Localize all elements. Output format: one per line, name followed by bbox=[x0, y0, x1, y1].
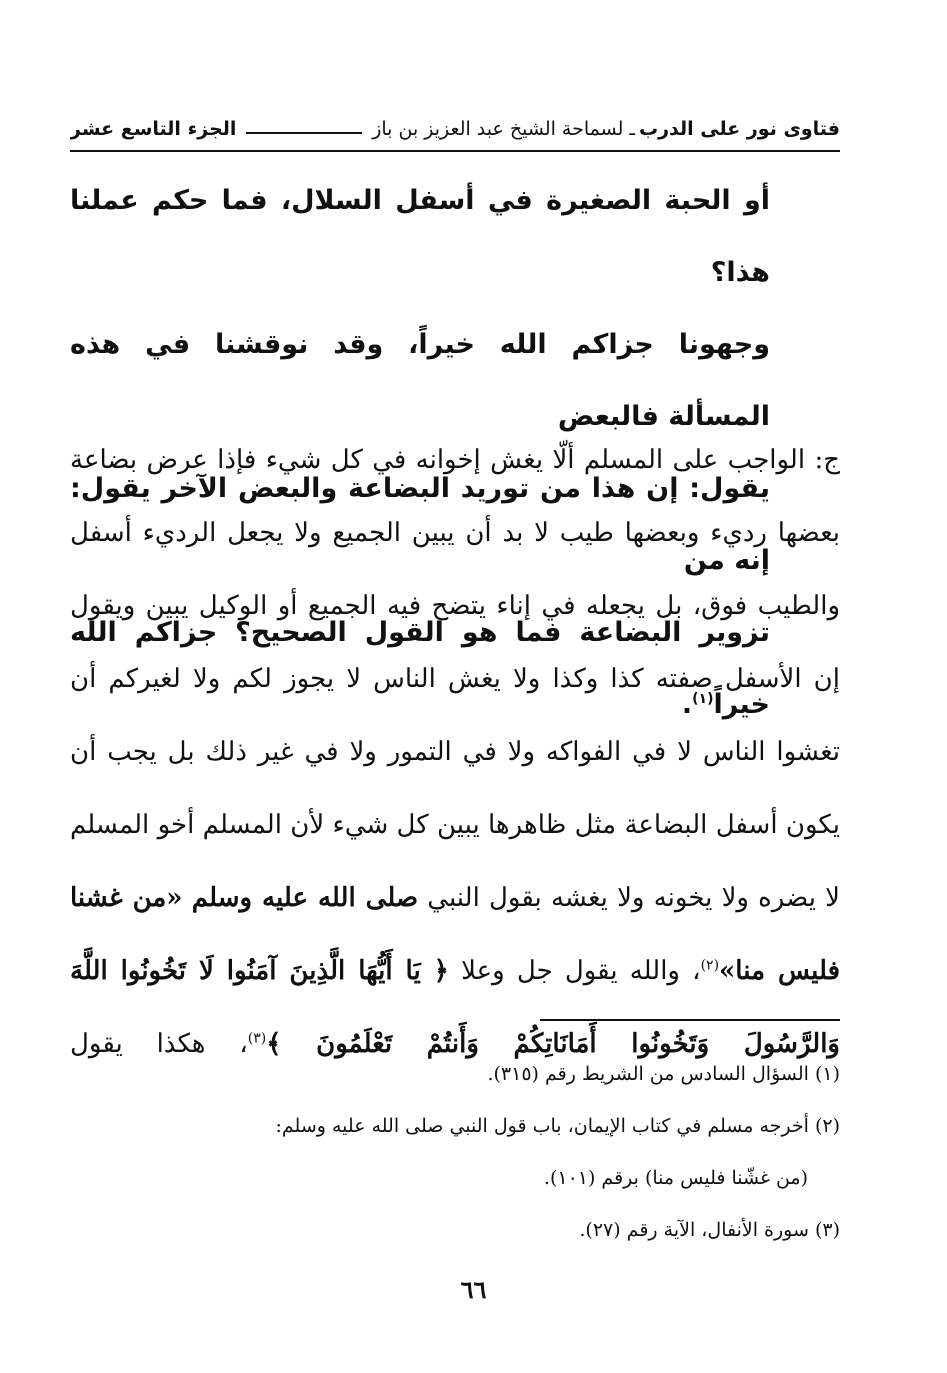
salutation: صلى الله عليه وسلم bbox=[191, 883, 419, 913]
question-line-2: وجهونا جزاكم الله خيراً، وقد نوقشنا في هذه المسألة فالبعض bbox=[70, 329, 770, 432]
footnote-2: (٢) أخرجه مسلم في كتاب الإيمان، باب قول النبي صلى الله عليه وسلم: bbox=[275, 1115, 840, 1137]
header-dash-rule bbox=[246, 132, 362, 134]
quran-verse: ﴿ يَا أَيُّهَا الَّذِينَ آمَنُوا لَا تَخُونُوا اللَّهَ وَالرَّسُولَ وَتَخُونُوا أَمَانَاتِكُمْ وَأَنتُمْ تَعْلَمُونَ ﴾ bbox=[70, 956, 840, 1059]
answer-body-1: ج: الواجب على المسلم ألّا يغش إخوانه في كل شيء فإذا عرض بضاعة بعضها رديء وبعضها طيب لا بد أن يبين الجميع ولا يجعل الرديء أسفل والطيب فوق، بل يجعله في إناء يتضح فيه الجميع أو الوكيل يبين ويقول إن الأسفل صفته كذا وكذا ولا يغش الناس لا يجوز لكم ولا لغيركم أن تغشوا الناس لا في الفواكه ولا في التمور ولا في غير ذلك بل يجب أن يكون أسفل البضاعة مثل ظاهرها يبين كل شيء لأن المسلم أخو المسلم لا يضره ولا يخونه ولا يغشه بقول النبي bbox=[70, 445, 840, 913]
question-line-1: أو الحبة الصغيرة في أسفل السلال، فما حكم عملنا هذا؟ bbox=[70, 185, 770, 288]
answer-body-2: ، والله يقول جل وعلا bbox=[461, 956, 701, 986]
footnote-1: (١) السؤال السادس من الشريط رقم (٣١٥). bbox=[487, 1063, 840, 1085]
question-line-3: يقول: إن هذا من توريد البضاعة والبعض الآخر يقول: إنه من bbox=[70, 473, 770, 576]
footnote-2-continued: (من غشّنا فليس منا) برقم (١٠١). bbox=[543, 1167, 808, 1189]
footnote-ref-3: (٣) bbox=[247, 1030, 267, 1047]
answer-body-3: ، هكذا يقول bbox=[70, 1029, 248, 1059]
answer-text bbox=[70, 424, 840, 1081]
question-text: أو الحبة الصغيرة في أسفل السلال، فما حكم عملنا هذا؟ وجهونا جزاكم الله خيراً، وقد نوقشنا في هذه المسألة فالبعض يقول: إن هذا من توريد البضاعة والبعض الآخر يقول: إنه من تزوير البضاعة فما هو القول الصحيح؟ جزاكم الله خيراً$^{(١)}$. bbox=[70, 185, 770, 720]
question-line-4: تزوير البضاعة فما هو القول الصحيح؟ جزاكم الله خيراً bbox=[70, 617, 770, 720]
footnote-ref-1: (١) bbox=[692, 691, 714, 707]
footnotes bbox=[70, 1048, 840, 1256]
hadith-quote: «من غشنا فليس منا» bbox=[70, 883, 840, 986]
footnote-separator bbox=[540, 1019, 840, 1021]
footnote-ref-2: (٢) bbox=[700, 957, 720, 974]
page-number: ٦٦ bbox=[460, 1275, 487, 1304]
header-divider bbox=[70, 150, 840, 152]
running-header bbox=[70, 112, 840, 146]
book-title: فتاوى نور على الدرب bbox=[639, 118, 840, 140]
volume-label: الجزء التاسع عشر bbox=[70, 118, 237, 140]
author-name: ـ لسماحة الشيخ عبد العزيز بن باز bbox=[372, 118, 635, 140]
footnote-3: (٣) سورة الأنفال، الآية رقم (٢٧). bbox=[579, 1219, 840, 1241]
